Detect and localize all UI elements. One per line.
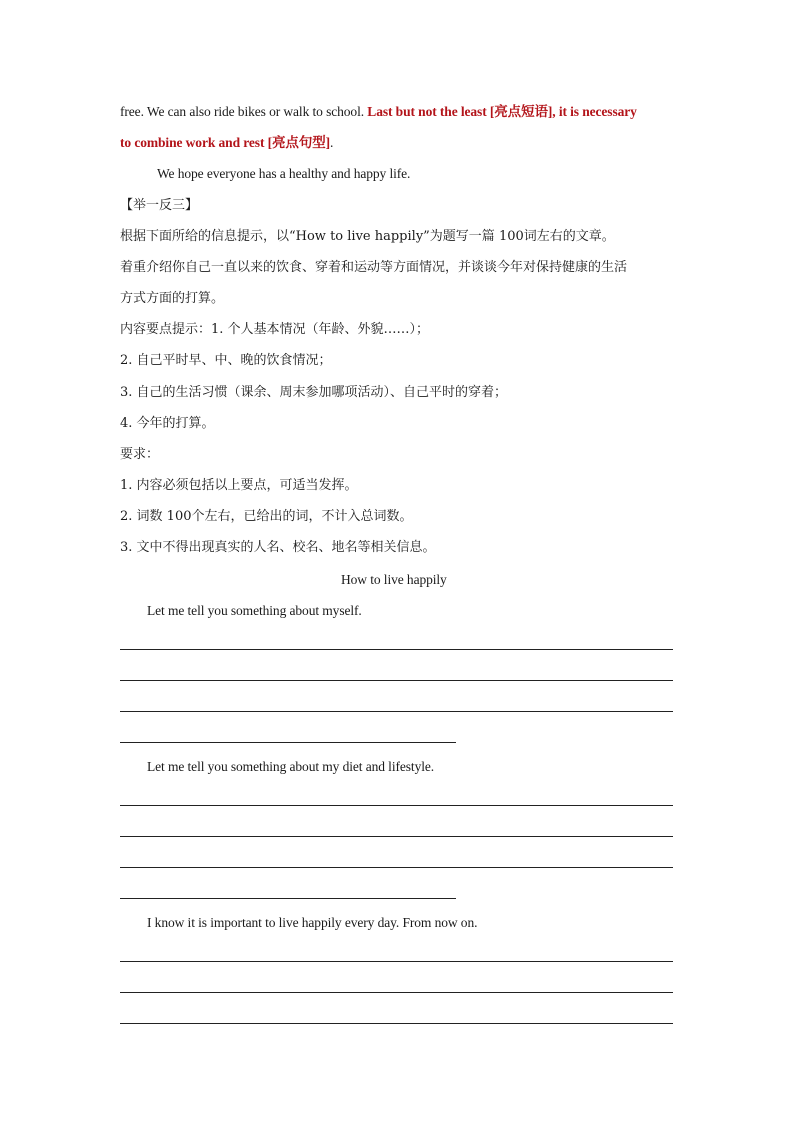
writing-line[interactable]: [120, 649, 673, 650]
point-line: 内容要点提示：1. 个人基本情况（年龄、外貌……）；: [120, 322, 430, 337]
writing-line[interactable]: [120, 680, 673, 681]
instruction-line: 着重介绍你自己一直以来的饮食、穿着和运动等方面情况，并谈谈今年对保持健康的生活: [120, 260, 628, 275]
essay-prompt: I know it is important to live happily every day. From now on.: [147, 915, 478, 930]
section-title: 【举一反三】: [120, 198, 199, 213]
requirement-line: 2. 词数 100个左右，已给出的词，不计入总词数。: [120, 509, 413, 524]
writing-line[interactable]: [120, 805, 673, 806]
intro-period: .: [330, 135, 334, 150]
point-line: 2. 自己平时早、中、晚的饮食情况；: [120, 353, 332, 368]
intro-text: free. We can also ride bikes or walk to school.: [120, 104, 368, 119]
essay-prompt: Let me tell you something about my diet and lifestyle.: [147, 759, 435, 774]
writing-line[interactable]: [120, 1023, 673, 1024]
requirement-line: 3. 文中不得出现真实的人名、校名、地名等相关信息。: [120, 540, 436, 555]
writing-line[interactable]: [120, 742, 456, 743]
writing-line[interactable]: [120, 992, 673, 993]
point-line: 4. 今年的打算。: [120, 416, 215, 431]
intro-line-1: [120, 104, 637, 120]
instruction-line: 根据下面所给的信息提示，以“How to live happily”为题写一篇 100词左右的文章。: [120, 229, 615, 244]
intro-line-2: [120, 135, 333, 151]
point-line: 3. 自己的生活习惯（课余、周末参加哪项活动）、自己平时的穿着；: [120, 385, 508, 400]
requirement-line: 1. 内容必须包括以上要点，可适当发挥。: [120, 478, 358, 493]
writing-line[interactable]: [120, 867, 673, 868]
essay-prompt: Let me tell you something about myself.: [147, 603, 362, 618]
writing-line[interactable]: [120, 898, 456, 899]
writing-line[interactable]: [120, 711, 673, 712]
requirements-title: 要求：: [120, 447, 160, 462]
writing-line[interactable]: [120, 961, 673, 962]
intro-line-3: We hope everyone has a healthy and happy life.: [157, 166, 411, 181]
highlight-phrase: Last but not the least [亮点短语], it is necessary: [367, 104, 637, 119]
highlight-sentence: to combine work and rest [亮点句型]: [120, 135, 331, 150]
instruction-line: 方式方面的打算。: [120, 291, 225, 306]
writing-line[interactable]: [120, 836, 673, 837]
essay-title: How to live happily: [341, 572, 447, 587]
